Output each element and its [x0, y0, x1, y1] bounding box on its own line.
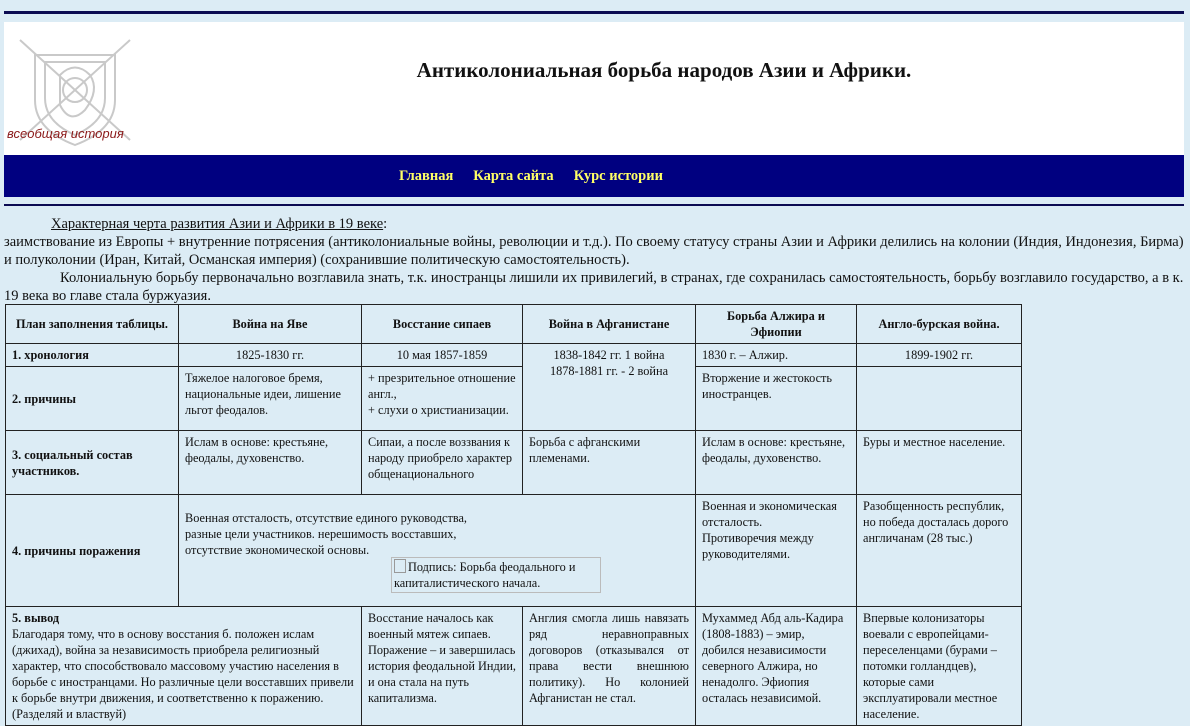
table-cell: Сипаи, а после воззвания к народу приобрело характер общенационального — [362, 431, 523, 495]
table-cell: Восстание началось как военный мятеж сипаев. Поражение – и завершилась история феодальной Индии, и она стала на путь капитализма. — [362, 607, 523, 726]
comparison-table — [5, 304, 1022, 726]
table-cell: 1830 г. – Алжир. — [696, 344, 857, 367]
row-label-causes: 2. причины — [6, 367, 179, 431]
table-cell: Ислам в основе: крестьяне, феодалы, духовенство. — [696, 431, 857, 495]
table-cell: 1899-1902 гг. — [857, 344, 1022, 367]
broken-image-icon — [394, 559, 406, 573]
table-cell: Военная и экономическая отсталость. Противоречия между руководителями. — [696, 495, 857, 607]
logo-text: всеобщая история — [7, 126, 124, 141]
table-cell: Ислам в основе: крестьяне, феодалы, духовенство. — [179, 431, 362, 495]
intro-text — [4, 215, 1186, 305]
table-cell — [857, 367, 1022, 431]
table-cell: Впервые колонизаторы воевали с европейцами-переселенцами (бурами – потомки голландцев), которые сами эксплуатировали местное население. — [857, 607, 1022, 726]
table-header-plan: План заполнения таблицы. — [6, 305, 179, 344]
table-cell: Буры и местное население. — [857, 431, 1022, 495]
table-cell: Вторжение и жестокость иностранцев. — [696, 367, 857, 431]
nav-link-history-course[interactable]: Курс истории — [573, 167, 663, 184]
row-label-chronology: 1. хронология — [6, 344, 179, 367]
table-header-afghanistan: Война в Афганистане — [523, 305, 696, 344]
table-cell: 1825-1830 гг. — [179, 344, 362, 367]
table-cell: 10 мая 1857-1859 — [362, 344, 523, 367]
nav-link-home[interactable]: Главная — [399, 167, 454, 184]
table-header-java: Война на Яве — [179, 305, 362, 344]
row-label-defeat-causes: 4. причины поражения — [6, 495, 179, 607]
nav-divider — [4, 204, 1184, 206]
row-label-participants: 3. социальный состав участников. — [6, 431, 179, 495]
nav-link-sitemap[interactable]: Карта сайта — [473, 167, 554, 184]
image-caption — [391, 557, 601, 593]
intro-heading-line — [4, 215, 1186, 233]
table-cell: Тяжелое налоговое бремя, национальные идеи, лишение льгот феодалов. — [179, 367, 362, 431]
intro-paragraph-1: заимствование из Европы + внутренние потрясения (антиколониальные войны, революции и т.д.). По своему статусу страны Азии и Африки делились на колонии (Индия, Индонезия, Бирма) и полуколонии (Иран, Китай, Османская империя) (сохранившие политическую самостоятельность). — [4, 234, 1184, 268]
image-caption-text: Подпись: Борьба феодального и капиталистического начала. — [394, 560, 576, 590]
page-title: Антиколониальная борьба народов Азии и Африки. — [416, 58, 912, 82]
conclusion-java-text: Благодаря тому, что в основу восстания б. положен ислам (джихад), война за независимость приобрела религиозный характер, что способствовало массовому участию населения в борьбе с иностранцами. Но различные цели восставших привели к борьбе внутри движения, и соответственно к поражению. (Разделяй и властвуй) — [12, 627, 354, 721]
top-divider — [4, 11, 1184, 14]
table-cell: 1838-1842 гг. 1 война 1878-1881 гг. - 2 война — [523, 344, 696, 431]
table-cell: Разобщенность республик, но победа досталась дорого англичанам (28 тыс.) — [857, 495, 1022, 607]
table-header-algeria-ethiopia: Борьба Алжира и Эфиопии — [696, 305, 857, 344]
row-label-conclusion: 5. вывод — [12, 611, 60, 625]
intro-heading: Характерная черта развития Азии и Африки в 19 веке — [51, 216, 384, 232]
main-nav — [4, 155, 1184, 197]
table-cell-conclusion — [6, 607, 362, 726]
table-cell: + презрительное отношение англ., + слухи о христианизации. — [362, 367, 523, 431]
defeat-causes-text: Военная отсталость, отсутствие единого руководства, разные цели участников. нерешимость восставших, отсутствие экономической основы. — [185, 511, 468, 557]
intro-paragraph-2: Колониальную борьбу первоначально возглавила знать, т.к. иностранцы лишили их привилегий, в странах, где сохранилась самостоятельность, борьбу возглавило государство, а в к. 19 века во главе стала буржуазия. — [4, 270, 1184, 304]
table-header-sepoy: Восстание сипаев — [362, 305, 523, 344]
site-header — [4, 22, 1184, 155]
table-cell: Англия смогла лишь навязать ряд неравноправных договоров (отказывался от права вести внешнюю политику). Но колонией Афганистан не стал. — [523, 607, 696, 726]
table-cell: Борьба с афганскими племенами. — [523, 431, 696, 495]
table-header-boer: Англо-бурская война. — [857, 305, 1022, 344]
intro-heading-colon: : — [383, 216, 388, 232]
table-cell: Мухаммед Абд аль-Кадира (1808-1883) – эмир, добился независимости северного Алжира, но ненадолго. Эфиопия осталась независимой. — [696, 607, 857, 726]
